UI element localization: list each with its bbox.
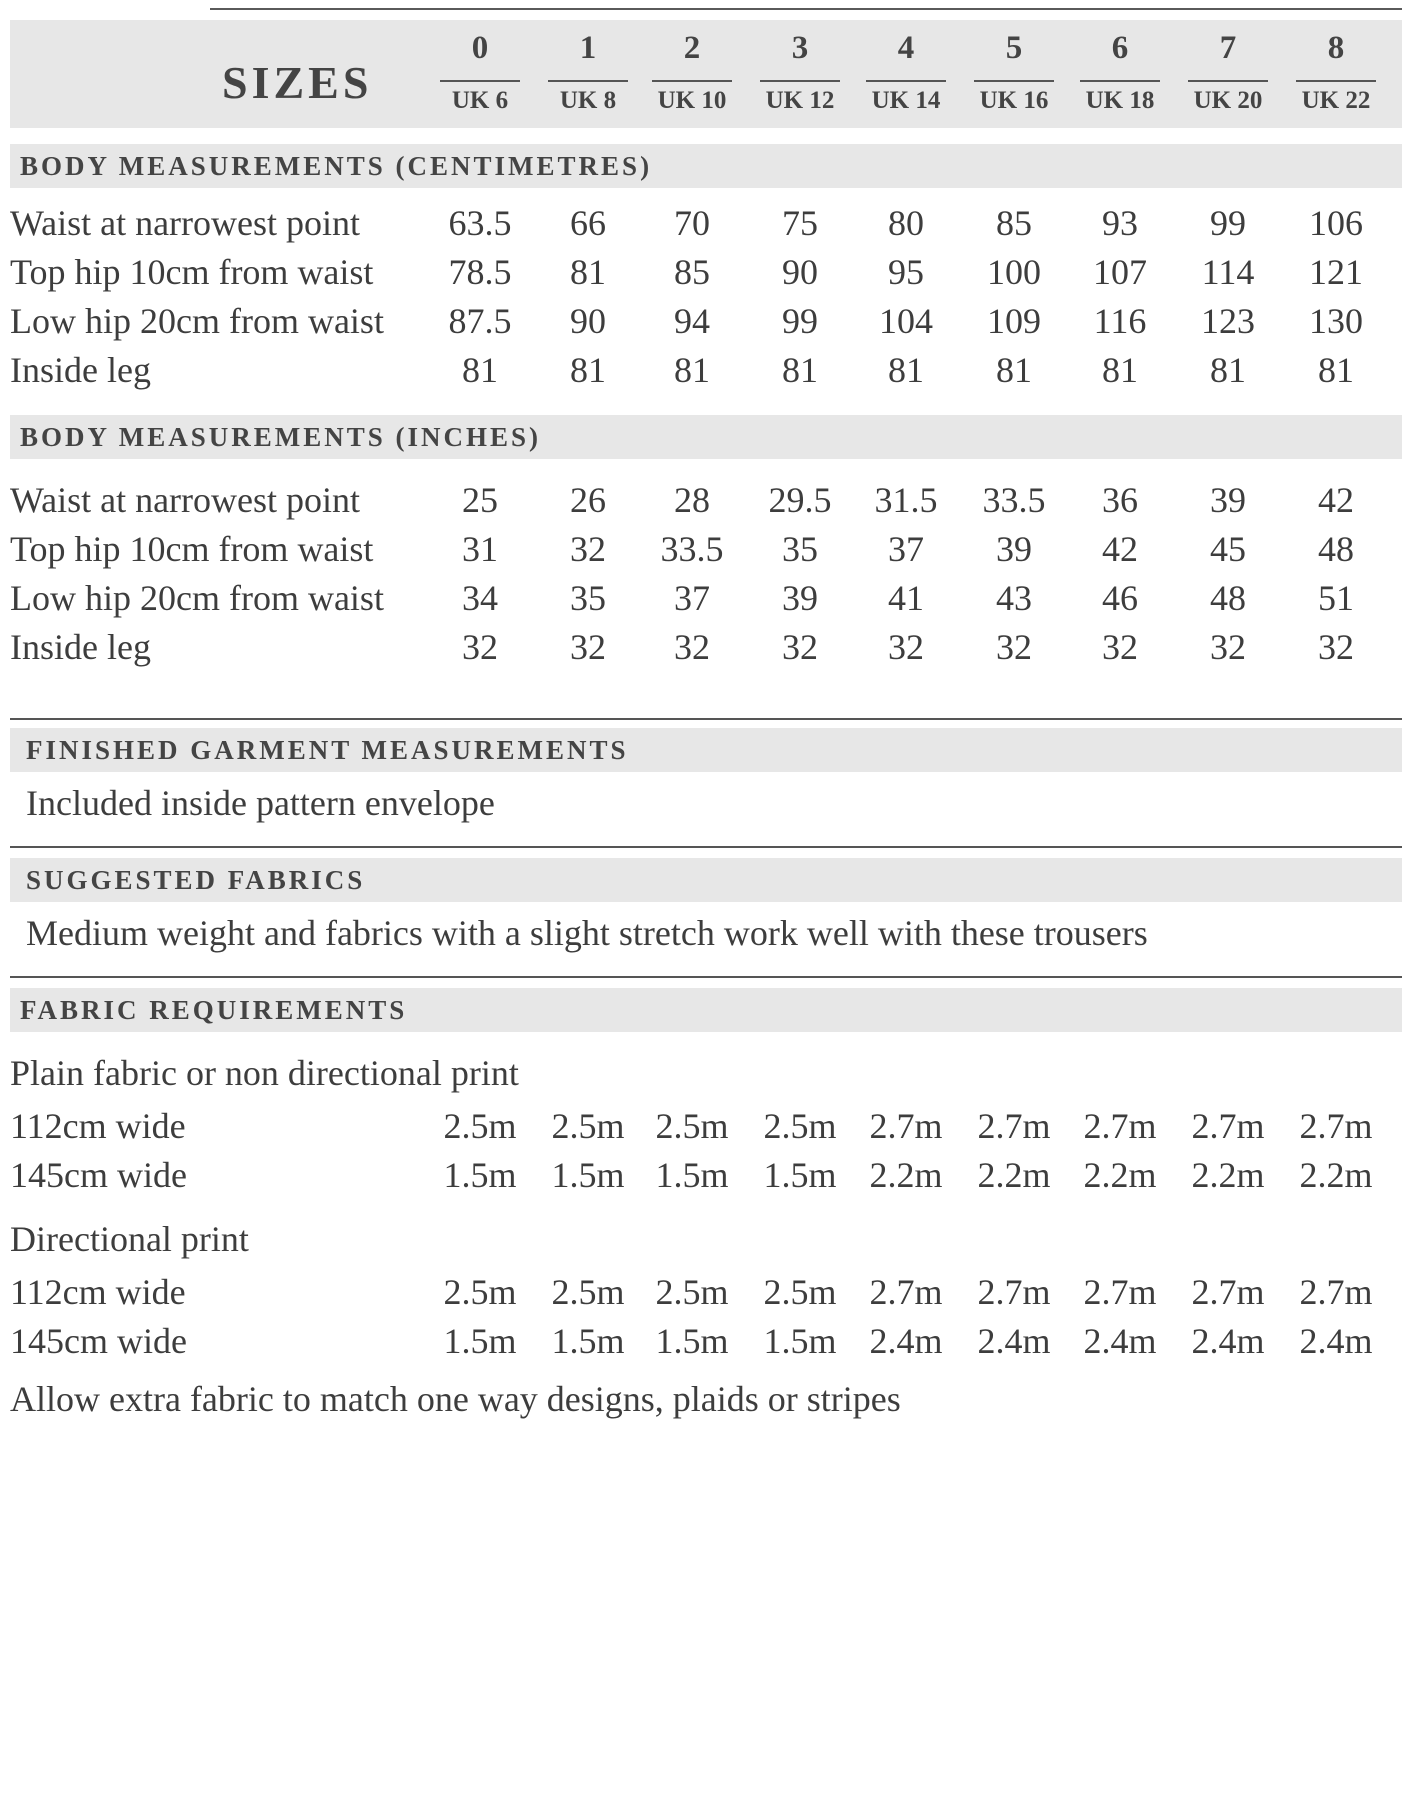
inches-section-heading [10, 415, 1402, 459]
size-number: 7 [1219, 30, 1237, 66]
divider [10, 718, 1402, 720]
cell-value: 32 [1102, 627, 1138, 667]
cell-value: 70 [674, 203, 710, 243]
cell-value: 32 [570, 529, 606, 569]
cell-value: 2.2m [1191, 1155, 1265, 1195]
cell-value: 81 [996, 350, 1032, 390]
table-row [10, 622, 1402, 670]
cell-value: 1.5m [443, 1321, 517, 1361]
cm-section-heading [10, 144, 1402, 188]
size-uk-label: UK 6 [451, 87, 509, 114]
cell-value: 81 [888, 350, 924, 390]
cell-value: 32 [1318, 627, 1354, 667]
cell-value: 41 [888, 578, 924, 618]
cell-value: 39 [1210, 480, 1246, 520]
finished-text: Included inside pattern envelope [26, 783, 495, 823]
inches-heading-text: BODY MEASUREMENTS (INCHES) [20, 422, 542, 452]
cell-value: 94 [674, 301, 710, 341]
cell-value: 39 [782, 578, 818, 618]
cell-value: 2.7m [1299, 1272, 1373, 1312]
cell-value: 2.7m [1191, 1272, 1265, 1312]
cell-value: 42 [1318, 480, 1354, 520]
size-column [974, 20, 1054, 128]
table-row [10, 1316, 1402, 1364]
cell-value: 45 [1210, 529, 1246, 569]
size-column [652, 20, 732, 128]
table-row [10, 524, 1402, 572]
cell-value: 35 [570, 578, 606, 618]
cell-value: 32 [996, 627, 1032, 667]
cell-value: 2.5m [763, 1272, 837, 1312]
size-column [1188, 20, 1268, 128]
size-uk-label: UK 10 [657, 87, 727, 114]
cell-value: 26 [570, 480, 606, 520]
table-row [10, 573, 1402, 621]
requirements-heading-text: FABRIC REQUIREMENTS [20, 995, 408, 1025]
cell-value: 42 [1102, 529, 1138, 569]
cell-value: 2.5m [551, 1106, 625, 1146]
cell-value: 2.5m [443, 1272, 517, 1312]
table-row [10, 345, 1402, 393]
cell-value: 114 [1201, 252, 1255, 292]
size-column [1296, 20, 1376, 128]
cell-value: 1.5m [763, 1155, 837, 1195]
size-column [866, 20, 946, 128]
size-number: 0 [471, 30, 489, 66]
cell-value: 90 [782, 252, 818, 292]
cell-value: 31 [462, 529, 498, 569]
cell-value: 2.7m [869, 1272, 943, 1312]
row-label: Inside leg [10, 350, 151, 390]
cell-value: 81 [1318, 350, 1354, 390]
row-label: Waist at narrowest point [10, 203, 361, 243]
cell-value: 1.5m [655, 1155, 729, 1195]
cell-value: 81 [462, 350, 498, 390]
cell-value: 39 [996, 529, 1032, 569]
cell-value: 33.5 [982, 480, 1046, 520]
cell-value: 81 [782, 350, 818, 390]
cell-value: 46 [1102, 578, 1138, 618]
cell-value: 1.5m [763, 1321, 837, 1361]
cell-value: 123 [1201, 301, 1255, 341]
cell-value: 2.7m [1083, 1272, 1157, 1312]
size-divider [1188, 80, 1268, 82]
size-column [1080, 20, 1160, 128]
footnote: Allow extra fabric to match one way designs, plaids or stripes [10, 1379, 901, 1419]
cell-value: 2.4m [1191, 1321, 1265, 1361]
cell-value: 32 [674, 627, 710, 667]
cell-value: 81 [1210, 350, 1246, 390]
sizes-header [10, 20, 1402, 128]
size-divider [866, 80, 946, 82]
cell-value: 81 [1102, 350, 1138, 390]
size-number: 5 [1005, 30, 1023, 66]
finished-heading-text: FINISHED GARMENT MEASUREMENTS [26, 735, 629, 765]
size-divider [652, 80, 732, 82]
size-number: 6 [1111, 30, 1129, 66]
row-label: 112cm wide [10, 1272, 186, 1312]
cell-value: 99 [782, 301, 818, 341]
cell-value: 2.5m [443, 1106, 517, 1146]
cell-value: 66 [570, 203, 606, 243]
size-uk-label: UK 18 [1085, 87, 1155, 114]
cell-value: 121 [1309, 252, 1363, 292]
cell-value: 100 [987, 252, 1041, 292]
size-number: 1 [579, 30, 597, 66]
cell-value: 2.4m [977, 1321, 1051, 1361]
divider [10, 976, 1402, 978]
size-divider [548, 80, 628, 82]
table-row [10, 475, 1402, 523]
cell-value: 33.5 [660, 529, 724, 569]
size-uk-label: UK 8 [559, 87, 617, 114]
cell-value: 2.2m [869, 1155, 943, 1195]
cell-value: 29.5 [768, 480, 832, 520]
table-row [10, 247, 1402, 295]
divider [10, 846, 1402, 848]
cell-value: 37 [888, 529, 924, 569]
cell-value: 78.5 [448, 252, 512, 292]
cell-value: 48 [1318, 529, 1354, 569]
cell-value: 31.5 [874, 480, 938, 520]
size-column [760, 20, 840, 128]
cell-value: 2.4m [1083, 1321, 1157, 1361]
table-row [10, 198, 1402, 246]
cell-value: 28 [674, 480, 710, 520]
cell-value: 2.7m [1083, 1106, 1157, 1146]
cell-value: 2.2m [977, 1155, 1051, 1195]
cell-value: 1.5m [551, 1321, 625, 1361]
cell-value: 37 [674, 578, 710, 618]
sizes-title: SIZES [222, 57, 373, 108]
row-label: Top hip 10cm from waist [10, 529, 374, 569]
cell-value: 51 [1318, 578, 1354, 618]
cell-value: 116 [1093, 301, 1147, 341]
size-uk-label: UK 12 [765, 87, 835, 114]
size-divider [974, 80, 1054, 82]
cell-value: 2.7m [1191, 1106, 1265, 1146]
cell-value: 32 [782, 627, 818, 667]
cell-value: 2.5m [763, 1106, 837, 1146]
cell-value: 85 [996, 203, 1032, 243]
size-number: 4 [897, 30, 915, 66]
table-row [10, 296, 1402, 344]
row-label: 145cm wide [10, 1321, 187, 1361]
size-uk-label: UK 20 [1193, 87, 1263, 114]
finished-section-heading [10, 728, 1402, 772]
cell-value: 109 [987, 301, 1041, 341]
cell-value: 2.7m [977, 1272, 1051, 1312]
cell-value: 99 [1210, 203, 1246, 243]
size-divider [1296, 80, 1376, 82]
cell-value: 2.2m [1083, 1155, 1157, 1195]
row-label: Inside leg [10, 627, 151, 667]
cell-value: 104 [879, 301, 933, 341]
cell-value: 2.5m [655, 1272, 729, 1312]
cell-value: 43 [996, 578, 1032, 618]
row-label: Top hip 10cm from waist [10, 252, 374, 292]
size-column [440, 20, 520, 128]
cell-value: 34 [462, 578, 498, 618]
size-divider [760, 80, 840, 82]
cell-value: 32 [570, 627, 606, 667]
cell-value: 2.5m [551, 1272, 625, 1312]
cm-heading-text: BODY MEASUREMENTS (CENTIMETRES) [20, 151, 653, 181]
cell-value: 63.5 [448, 203, 512, 243]
size-uk-label: UK 16 [979, 87, 1049, 114]
cell-value: 2.7m [869, 1106, 943, 1146]
cell-value: 2.7m [1299, 1106, 1373, 1146]
cell-value: 32 [462, 627, 498, 667]
requirements-section-heading [10, 988, 1402, 1032]
cell-value: 2.4m [869, 1321, 943, 1361]
size-uk-label: UK 14 [871, 87, 941, 114]
fabrics-heading-text: SUGGESTED FABRICS [26, 865, 366, 895]
row-label: 112cm wide [10, 1106, 186, 1146]
top-rule [210, 8, 1402, 10]
cell-value: 1.5m [655, 1321, 729, 1361]
cell-value: 81 [570, 252, 606, 292]
directional-title: Directional print [10, 1219, 249, 1259]
size-divider [1080, 80, 1160, 82]
cell-value: 87.5 [448, 301, 512, 341]
cell-value: 2.4m [1299, 1321, 1373, 1361]
cell-value: 1.5m [551, 1155, 625, 1195]
cell-value: 2.7m [977, 1106, 1051, 1146]
size-divider [440, 80, 520, 82]
cell-value: 81 [674, 350, 710, 390]
cell-value: 85 [674, 252, 710, 292]
cell-value: 25 [462, 480, 498, 520]
cell-value: 35 [782, 529, 818, 569]
cell-value: 93 [1102, 203, 1138, 243]
fabrics-section-heading [10, 858, 1402, 902]
cell-value: 48 [1210, 578, 1246, 618]
fabrics-text: Medium weight and fabrics with a slight stretch work well with these trousers [26, 913, 1148, 953]
row-label: Waist at narrowest point [10, 480, 361, 520]
cell-value: 106 [1309, 203, 1363, 243]
cell-value: 36 [1102, 480, 1138, 520]
cell-value: 1.5m [443, 1155, 517, 1195]
row-label: Low hip 20cm from waist [10, 301, 384, 341]
size-column [548, 20, 628, 128]
size-uk-label: UK 22 [1301, 87, 1371, 114]
plain-title: Plain fabric or non directional print [10, 1053, 519, 1093]
cell-value: 32 [1210, 627, 1246, 667]
table-row [10, 1150, 1402, 1198]
cell-value: 90 [570, 301, 606, 341]
cell-value: 80 [888, 203, 924, 243]
cell-value: 2.2m [1299, 1155, 1373, 1195]
cell-value: 75 [782, 203, 818, 243]
table-row [10, 1101, 1402, 1149]
cell-value: 32 [888, 627, 924, 667]
row-label: Low hip 20cm from waist [10, 578, 384, 618]
table-row [10, 1267, 1402, 1315]
cell-value: 95 [888, 252, 924, 292]
cell-value: 81 [570, 350, 606, 390]
row-label: 145cm wide [10, 1155, 187, 1195]
size-number: 8 [1327, 30, 1345, 66]
size-number: 3 [791, 30, 809, 66]
cell-value: 2.5m [655, 1106, 729, 1146]
cell-value: 107 [1093, 252, 1147, 292]
size-number: 2 [683, 30, 701, 66]
cell-value: 130 [1309, 301, 1363, 341]
